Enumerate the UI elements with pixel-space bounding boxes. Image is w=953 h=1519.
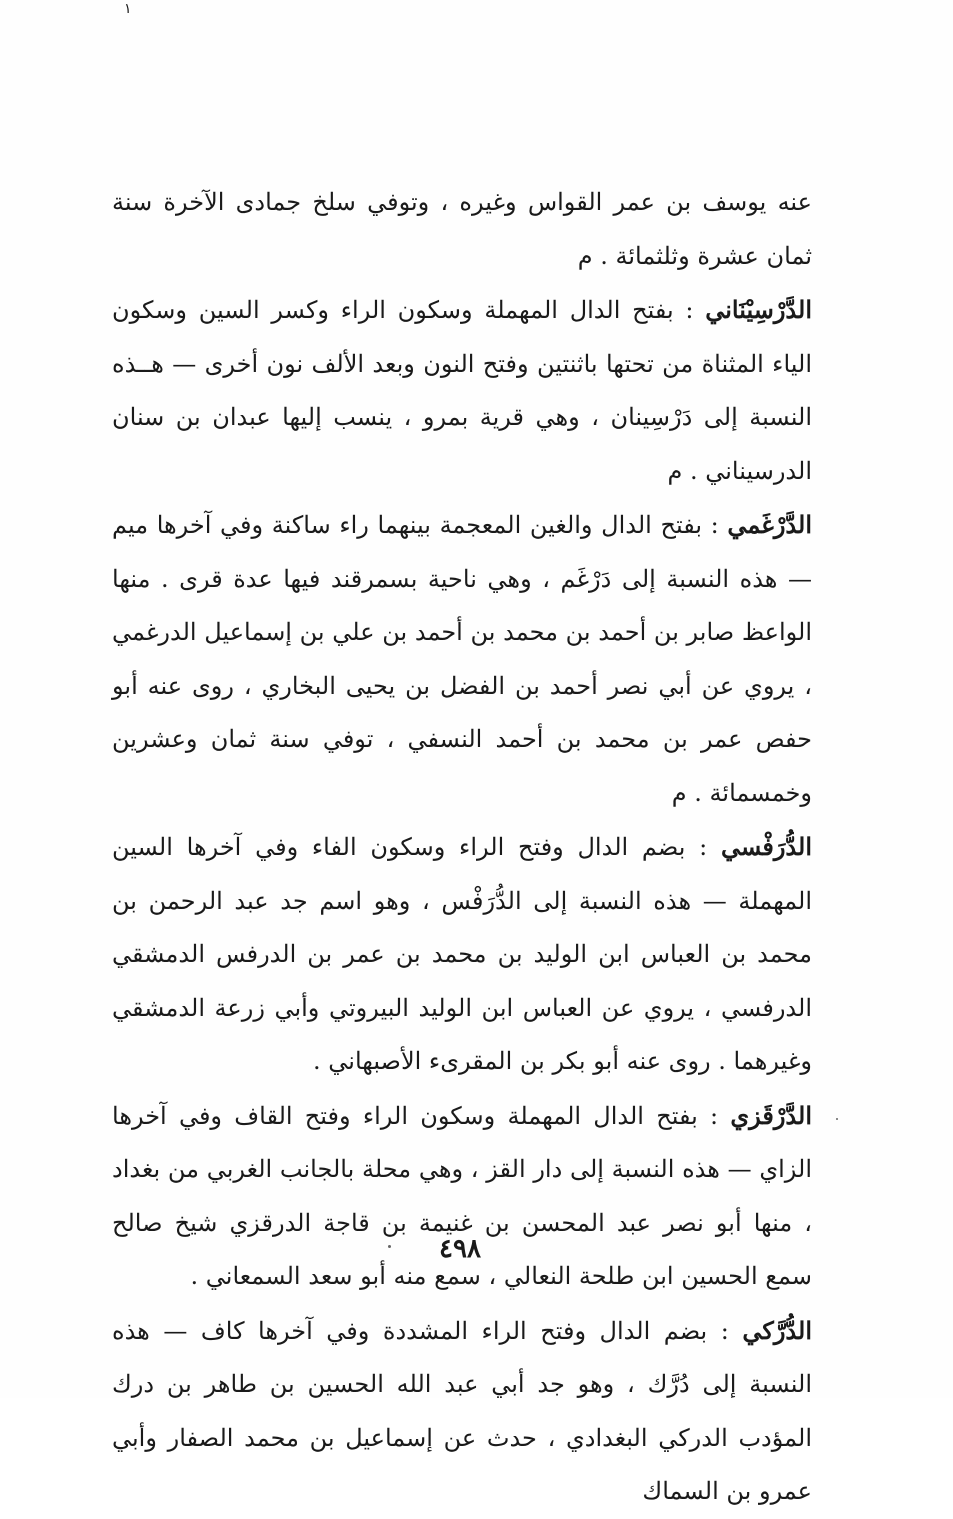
entry-durraki: [112, 1304, 812, 1519]
paragraph-text: عنه يوسف بن عمر القواس وغيره ، وتوفي سلخ جمادى الآخرة سنة ثمان عشرة وثلثمائة . م: [112, 188, 812, 270]
entry-text: : بفتح الدال والغين المعجمة بينهما راء ساكنة وفي آخرها ميم — هذه النسبة إلى دَرْغَم ، وهي ناحية بسمرقند فيها عدة قرى . منها الواعظ صابر بن أحمد بن محمد بن أحمد بن علي بن إسماعيل الدرغمي ، يروي عن أبي نصر أحمد بن الفضل بن يحيى البخاري ، روى عنه أبو حفص عمر بن محمد بن أحمد النسفي ، توفي سنة ثمان وعشرين وخمسمائة . م: [112, 511, 812, 807]
corner-mark: ١: [124, 1, 132, 17]
entry-text: : بضم الدال وفتح الراء المشددة وفي آخرها كاف — هذه النسبة إلى دُرَّك ، وهو جد أبي عبد الله الحسين بن طاهر بن درك المؤدب الدركي البغدادي ، حدث عن إسماعيل بن محمد الصفار وأبي عمرو بن السماك: [112, 1316, 812, 1505]
entry-headword: الدُّرَّكي: [742, 1315, 812, 1345]
entry-headword: الدَّرْقَزي: [730, 1100, 812, 1130]
page-number: ٤٩٨: [439, 1234, 481, 1264]
entry-text: : بفتح الدال المهملة وسكون الراء وكسر السين وسكون الياء المثناة من تحتها باثنتين وفتح النون وبعد الألف نون أخرى — هــذه النسبة إلى دَرْسِينان ، وهي قرية بمرو ، ينسب إليها عبدان بن سنان الدرسيناني . م: [112, 296, 812, 485]
entry-darsinani: [112, 283, 812, 498]
entry-headword: الدَّرْسِيْنَاني: [705, 295, 812, 324]
entry-text: : بضم الدال وفتح الراء وسكون الفاء وفي آخرها السين المهملة — هذه النسبة إلى الدُّرَفْس ، وهو اسم جد عبد الرحمن بن محمد بن العباس ابن الوليد بن محمد بن عمر بن الدرفس الدمشقي الدرفسي ، يروي عن العباس ابن الوليد البيروتي وأبي زرعة الدمشقي وغيرهما . روى عنه أبو بكر بن المقرىء الأصبهاني .: [112, 833, 813, 1075]
main-text: [112, 176, 812, 1519]
entry-durafsi: [112, 820, 812, 1089]
scan-speck: [388, 1245, 391, 1248]
entry-text: : بفتح الدال المهملة وسكون الراء وفتح القاف وفي آخرها الزاي — هذه النسبة إلى دار القز ، وهي محلة بالجانب الغربي من بغداد ، منها أبو نصر عبد المحسن بن غنيمة بن قاجة الدرقزي شيخ صالح سمع الحسين ابن طلحة النعالي ، سمع منه أبو سعد السمعاني .: [112, 1101, 812, 1290]
entry-darqazi: [112, 1089, 812, 1304]
scan-speck: [836, 1118, 838, 1120]
entry-darghami: [112, 498, 812, 820]
entry-headword: الدُّرَفْسي: [720, 832, 813, 861]
paragraph-continuation: [112, 176, 812, 283]
entry-headword: الدَّرْغَمي: [727, 510, 812, 539]
